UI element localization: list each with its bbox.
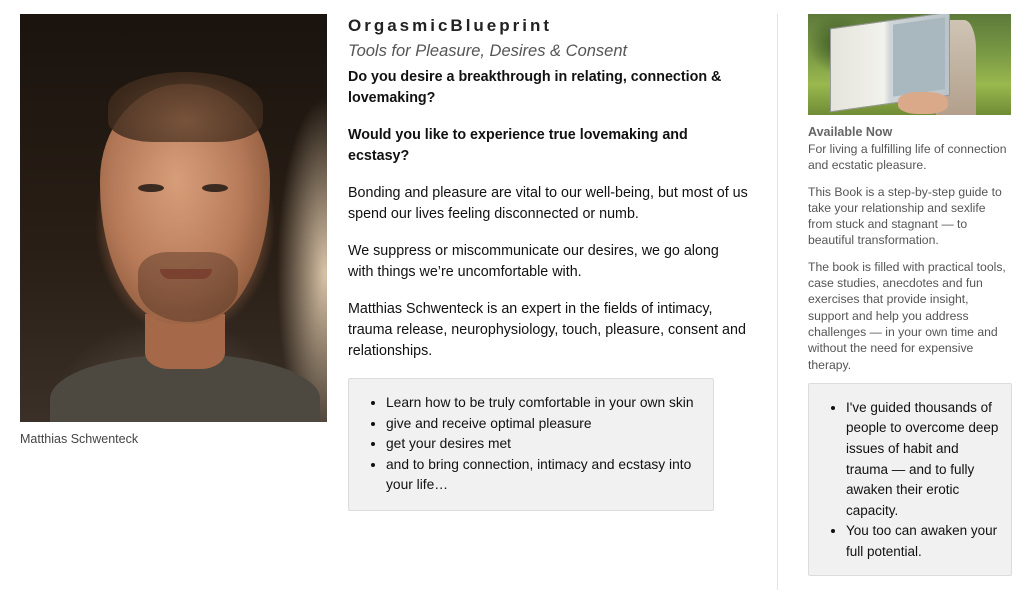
testimonial-list — [809, 398, 1003, 563]
main-content — [348, 14, 748, 511]
benefit-item: • Learn how to be truly comfortable in your own skin — [386, 393, 703, 414]
author-bio: Matthias Schwenteck is an expert in the fields of intimacy, trauma release, neurophysiology, touch, pleasure, consent and relationships. — [348, 301, 746, 359]
image-hands — [898, 92, 948, 114]
available-subtext: For living a fulfilling life of connection and ecstatic pleasure. — [808, 142, 1007, 173]
benefit-item: • give and receive optimal pleasure — [386, 414, 703, 435]
body-paragraph-2: We suppress or miscommunicate our desires, we go along with things we’re uncomfortable with. — [348, 243, 719, 280]
testimonial-box — [808, 383, 1012, 576]
benefit-item: • get your desires met — [386, 434, 703, 455]
book-image[interactable] — [808, 14, 1011, 115]
sidebar-paragraph-1: This Book is a step-by-step guide to take your relationship and sexlife from stuck and stagnant — to beautiful transformation. — [808, 184, 1002, 248]
testimonial-item: • I've guided thousands of people to overcome deep issues of habit and trauma — and to fully awaken their erotic capacity. — [846, 398, 1003, 522]
available-now-heading: Available Now — [808, 125, 893, 139]
benefits-box — [348, 378, 714, 511]
photo-hair — [108, 72, 263, 142]
photo-caption: Matthias Schwenteck — [20, 432, 139, 446]
benefits-list — [349, 393, 703, 496]
sidebar — [808, 14, 1008, 576]
column-divider — [777, 14, 778, 590]
photo-beard — [138, 252, 238, 322]
photo-eye-left — [138, 184, 164, 192]
author-photo — [20, 14, 327, 422]
intro-question-2: Would you like to experience true lovemaking and ecstasy? — [348, 127, 688, 164]
testimonial-item: • You too can awaken your full potential. — [846, 521, 1003, 562]
intro-question-1: Do you desire a breakthrough in relating, connection & lovemaking? — [348, 69, 722, 106]
photo-mouth — [160, 269, 212, 279]
photo-eye-right — [202, 184, 228, 192]
benefit-item: • and to bring connection, intimacy and ecstasy into your life… — [386, 455, 703, 496]
brand-subtitle: Tools for Pleasure, Desires & Consent — [348, 42, 628, 60]
sidebar-paragraph-2: The book is filled with practical tools, case studies, anecdotes and fun exercises that provide insight, support and help you address challenges — in your own time and without the need for expensive therapy. — [808, 259, 1006, 372]
brand-title: OrgasmicBlueprint — [348, 16, 553, 35]
body-paragraph-1: Bonding and pleasure are vital to our well-being, but most of us spend our lives feeling disconnected or numb. — [348, 185, 748, 222]
